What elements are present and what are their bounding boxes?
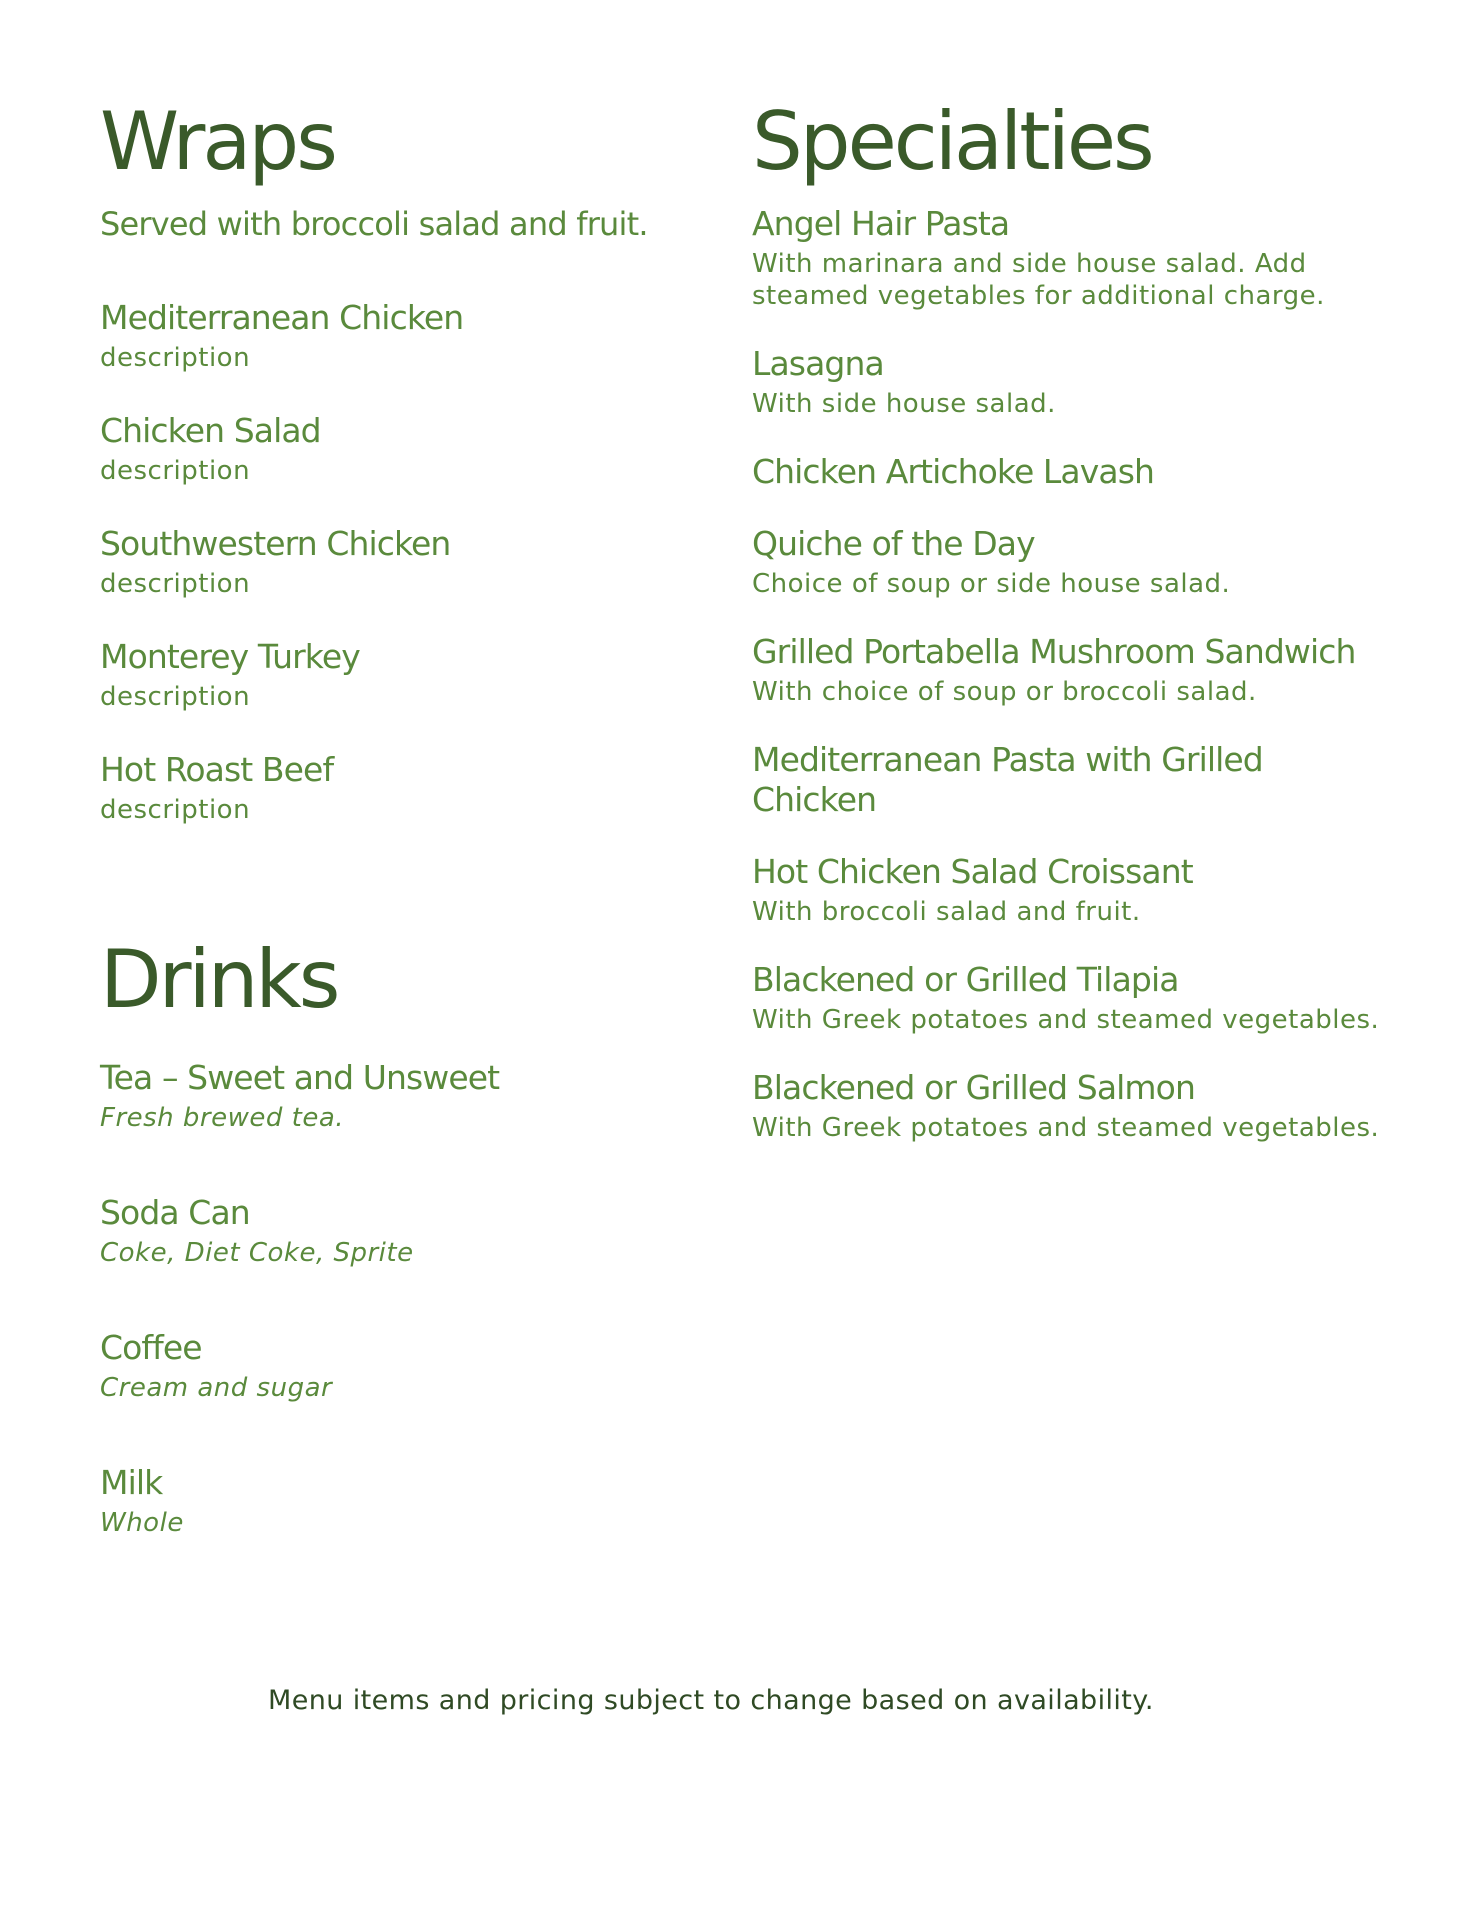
menu-item (100, 637, 720, 750)
item-name: Chicken Salad (100, 411, 321, 450)
menu-item (752, 960, 1432, 1036)
item-name: Mediterranean Chicken (100, 298, 464, 337)
menu-item (100, 524, 720, 637)
menu-item (752, 204, 1432, 312)
item-description: Choice of soup or side house salad. (752, 569, 1231, 599)
item-name: Lasagna (752, 344, 884, 383)
item-description: Fresh brewed tea. (100, 1103, 345, 1133)
specialties-list (752, 204, 1432, 1144)
footer-note: Menu items and pricing subject to change based on availability. (268, 1685, 1154, 1716)
menu-item (752, 632, 1432, 708)
item-name: Quiche of the Day (752, 524, 1035, 563)
item-description: description (100, 456, 251, 486)
item-name: Tea – Sweet and Unsweet (100, 1058, 500, 1097)
item-name: Blackened or Grilled Salmon (752, 1068, 1195, 1107)
item-description: With choice of soup or broccoli salad. (752, 677, 1257, 707)
item-description: With Greek potatoes and steamed vegetables. (752, 1005, 1380, 1035)
drinks-title: Drinks (100, 933, 338, 1026)
menu-item (752, 1068, 1432, 1144)
menu-item (100, 1058, 720, 1193)
drinks-list (100, 1058, 720, 1598)
item-description: With broccoli salad and fruit. (752, 897, 1141, 927)
item-name: Hot Chicken Salad Croissant (752, 852, 1193, 891)
item-name: Hot Roast Beef (100, 750, 334, 789)
item-description: description (100, 795, 251, 825)
menu-item (100, 1463, 720, 1598)
item-description: description (100, 569, 251, 599)
item-description: Coke, Diet Coke, Sprite (100, 1238, 414, 1268)
menu-item (100, 411, 720, 524)
item-description: Whole (100, 1508, 184, 1538)
item-name: Grilled Portabella Mushroom Sandwich (752, 632, 1356, 671)
item-description: description (100, 343, 251, 373)
item-name: Soda Can (100, 1193, 250, 1232)
menu-item (752, 740, 1432, 820)
item-name: Monterey Turkey (100, 637, 360, 676)
item-name: Milk (100, 1463, 163, 1502)
item-description: Cream and sugar (100, 1373, 333, 1403)
item-description: With Greek potatoes and steamed vegetables. (752, 1113, 1380, 1143)
item-description: With side house salad. (752, 389, 1056, 419)
wraps-title: Wraps (100, 95, 335, 188)
wraps-section (100, 92, 720, 863)
item-name: Mediterranean Pasta with Grilled Chicken (752, 740, 1263, 819)
item-name: Chicken Artichoke Lavash (752, 452, 1155, 491)
menu-item (100, 1193, 720, 1328)
menu-item (100, 1328, 720, 1463)
item-name: Coffee (100, 1328, 202, 1367)
item-name: Blackened or Grilled Tilapia (752, 960, 1179, 999)
menu-item (100, 750, 720, 863)
wraps-subtitle: Served with broccoli salad and fruit. (100, 205, 648, 243)
item-description: description (100, 682, 251, 712)
specialties-title: Specialties (752, 95, 1152, 188)
wraps-list (100, 298, 720, 863)
menu-item (752, 524, 1432, 600)
menu-item (752, 344, 1432, 420)
item-description: With marinara and side house salad. Add steamed vegetables for additional charge. (752, 249, 1325, 311)
specialties-section (752, 92, 1432, 1176)
item-name: Angel Hair Pasta (752, 204, 1010, 243)
menu-item (752, 852, 1432, 928)
drinks-section (100, 930, 720, 1598)
item-name: Southwestern Chicken (100, 524, 451, 563)
menu-item (752, 452, 1432, 492)
menu-item (100, 298, 720, 411)
